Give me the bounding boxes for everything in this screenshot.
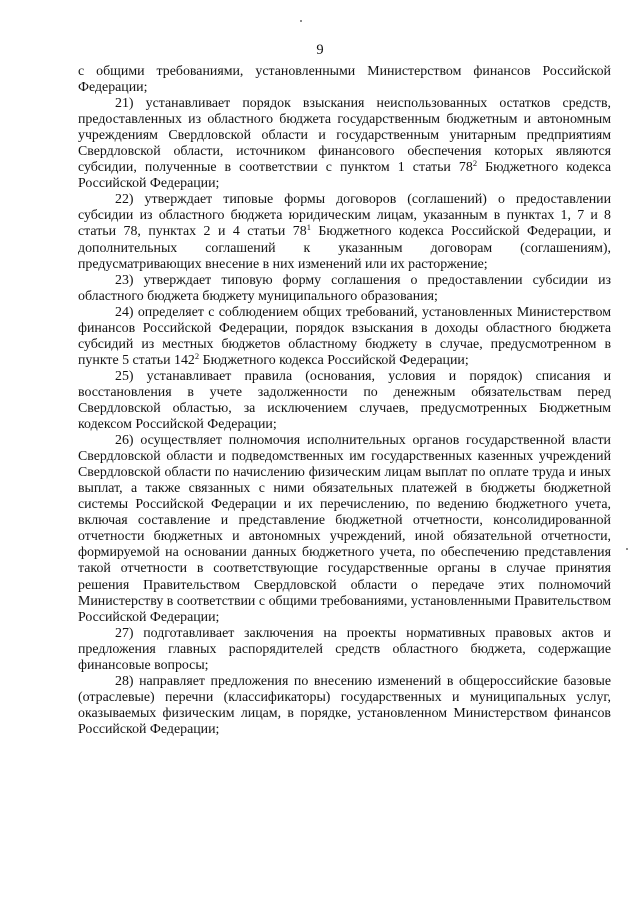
paragraph-text: Бюджетного кодекса Российской Федерации; [199,352,469,368]
superscript: 2 [194,350,200,361]
scan-speck [626,548,628,550]
superscript: 2 [472,158,478,169]
document-body [78,64,611,738]
superscript: 1 [306,222,311,233]
paragraph-text: 23) утверждает типовую форму соглашения о предоставлении субсидии из областного бюджета бюджету муниципального образования; [78,272,611,304]
paragraph-text: 26) осуществляет полномочия исполнительных органов государственной власти Свердловской области и подведомственных им государственных казенных учреждений Свердловской области по начислению физическим лицам выплат по оплате труда и иных выплат, а также связанных с ними обязательных платежей в бюджеты бюджетной системы Российской Федерации и их перечислению, по ведению бюджетного учета, включая составление и представление бюджетной отчетности, консолидированной отчетности бюджетных и автономных учреждений, иной обязательной отчетности, формируемой на основании данных бюджетного учета, по обеспечению представления такой отчетности в соответствующие государственные органы в случае принятия решения Правительством Свердловской области о передаче этих полномочий Министерству в соответствии с общими требованиями, установленными Правительством Российской Федерации; [78,433,611,625]
paragraph-text: Бюджетного кодекса Российской Федерации, и дополнительных соглашений к указанным договорам (соглашениям), предусматривающих внесение в них изменений или их расторжение; [78,224,612,272]
paragraph [78,433,611,626]
paragraph-text: Бюджетного кодекса Российской Федерации; [78,160,611,192]
scan-speck [300,20,302,22]
paragraph [78,192,611,272]
paragraph-text: 24) определяет с соблюдением общих требований, установленных Министерством финансов Российской Федерации, порядок взыскания в доходы областного бюджета субсидий из местных бюджетов областному бюджету в случае, предусмотренном в пункте 5 статьи 142 [78,304,611,368]
paragraph-text: с общими требованиями, установленными Министерством финансов Российской Федерации; [78,64,611,96]
paragraph [78,96,611,192]
paragraph [78,64,611,96]
paragraph [78,273,611,305]
paragraph [78,369,611,433]
paragraph [78,626,611,674]
paragraph-text: 22) утверждает типовые формы договоров (соглашений) о предоставлении субсидии из областного бюджета юридическим лицам, указанным в пунктах 1, 7 и 8 статьи 78, пунктах 2 и 4 статьи 78 [78,192,611,240]
paragraph [78,674,611,738]
paragraph-text: 25) устанавливает правила (основания, условия и порядок) списания и восстановления в учете задолженности по денежным обязательствам перед Свердловской областью, за исключением случаев, предусмотренных Бюджетным кодексом Российской Федерации; [78,368,611,433]
paragraph-text: 27) подготавливает заключения на проекты нормативных правовых актов и предложения главных распорядителей средств областного бюджета, содержащие финансовые вопросы; [78,625,611,673]
page-number: 9 [316,42,324,58]
paragraph-text: 28) направляет предложения по внесению изменений в общероссийские базовые (отраслевые) перечни (классификаторы) государственных и муниципальных услуг, оказываемых физическим лицам, в порядке, установленном Министерством финансов Российской Федерации; [78,673,611,737]
paragraph [78,305,611,369]
paragraph-text: 21) устанавливает порядок взыскания неиспользованных остатков средств, предоставленных из областного бюджета государственным бюджетным и автономным учреждениям Свердловской области и государственным унитарным предприятиям Свердловской области, источником финансового обеспечения которых являются субсидии, полученные в соответствии с пунктом 1 статьи 78 [78,96,611,176]
